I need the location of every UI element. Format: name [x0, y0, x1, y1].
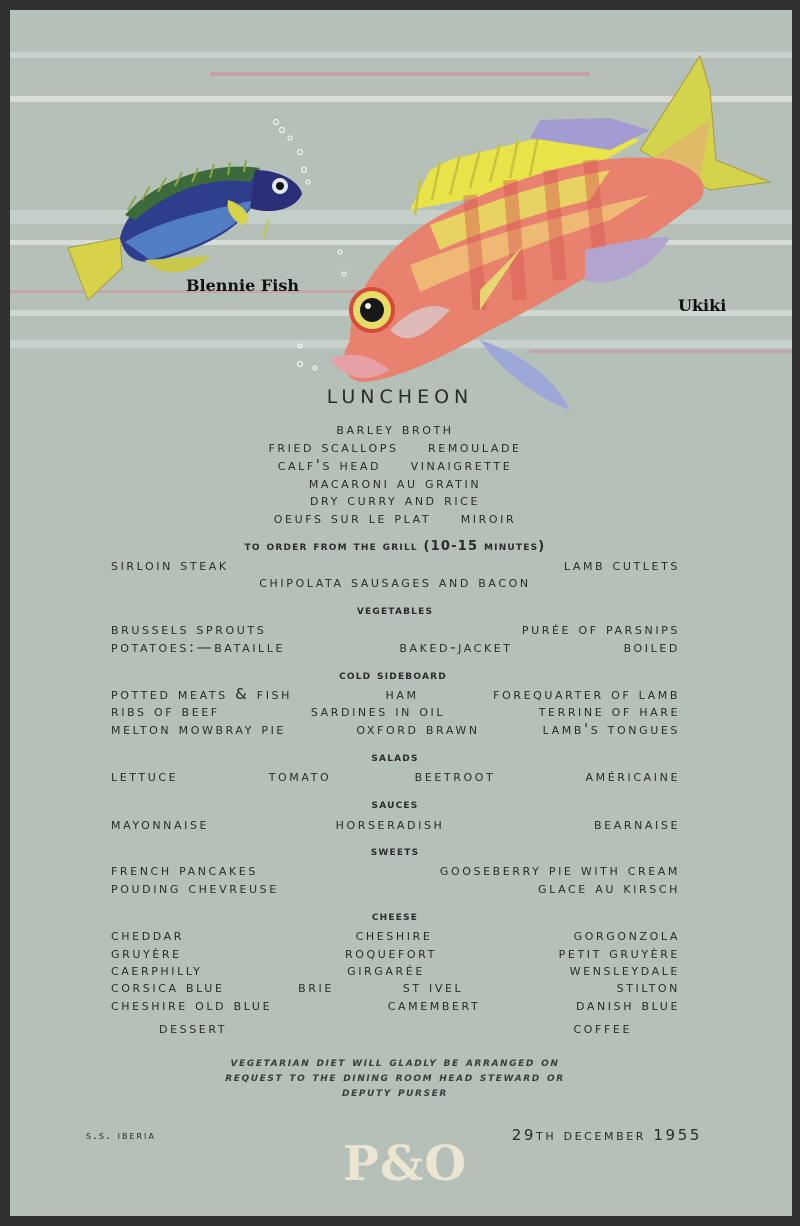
- menu-item: petit gruyère: [558, 944, 680, 962]
- course-item: fried scallops remoulade: [268, 438, 522, 456]
- menu-item: st ivel: [402, 978, 464, 996]
- menu-item: oxford brawn: [356, 720, 480, 738]
- menu-item: girgarée: [347, 961, 425, 979]
- vegetarian-note-line: vegetarian diet will gladly be arranged on: [230, 1055, 560, 1070]
- menu-item: caerphilly: [111, 961, 203, 979]
- menu-item: glace au kirsch: [537, 879, 680, 897]
- menu-item: danish blue: [575, 996, 680, 1014]
- menu-item: pouding chevreuse: [111, 879, 279, 897]
- section-heading-cheese: cheese: [371, 909, 419, 924]
- vegetarian-note-line: request to the dining room head steward or: [225, 1070, 565, 1085]
- menu-item: coffee: [573, 1019, 632, 1037]
- menu-item: horseradish: [335, 815, 445, 833]
- menu-item: camembert: [387, 996, 481, 1014]
- p-and-o-logo: P&O: [342, 1136, 468, 1192]
- menu-item: bearnaise: [594, 815, 680, 833]
- ship-name: s.s. iberia: [86, 1128, 156, 1142]
- menu-item: tomato: [268, 767, 332, 785]
- menu-item: melton mowbray pie: [111, 720, 286, 738]
- section-heading-vegetables: vegetables: [356, 603, 434, 618]
- menu-item: sirloin steak: [111, 556, 229, 574]
- section-heading-salads: salads: [371, 750, 419, 765]
- vegetarian-note-line: deputy purser: [342, 1085, 448, 1100]
- menu-title: LUNCHEON: [326, 386, 474, 408]
- menu-item: chipolata sausages and bacon: [259, 573, 531, 591]
- menu-item: purée of parsnips: [521, 620, 680, 638]
- menu-item: brussels sprouts: [111, 620, 267, 638]
- menu-item: mayonnaise: [111, 815, 210, 833]
- menu-date: 29th december 1955: [511, 1126, 702, 1144]
- menu-item: baked-jacket: [399, 638, 513, 656]
- menu-item: brie: [298, 978, 334, 996]
- menu-item: sardines in oil: [310, 702, 446, 720]
- menu-item: terrine of hare: [538, 702, 680, 720]
- menu-item: américaine: [585, 767, 680, 785]
- course-item: dry curry and rice: [309, 491, 481, 509]
- menu-item: dessert: [159, 1019, 228, 1037]
- menu-item: roquefort: [345, 944, 437, 962]
- course-item: barley broth: [336, 420, 454, 438]
- menu-item: cheshire: [355, 926, 433, 944]
- menu-item: stilton: [616, 978, 680, 996]
- section-heading-sauces: sauces: [371, 797, 419, 812]
- blennie-fish-label: Blennie Fish: [186, 276, 299, 295]
- menu-item: gruyère: [111, 944, 182, 962]
- menu-item: ribs of beef: [111, 702, 220, 720]
- menu-item: corsica blue: [111, 978, 225, 996]
- menu-item: potatoes:—bataille: [111, 638, 286, 656]
- menu-item: lamb's tongues: [542, 720, 680, 738]
- course-item: oeufs sur le plat miroir: [273, 509, 517, 527]
- menu-item: forequarter of lamb: [493, 685, 680, 703]
- bubbles: [274, 120, 347, 371]
- menu-item: gooseberry pie with cream: [439, 861, 680, 879]
- menu-item: cheshire old blue: [111, 996, 273, 1014]
- menu-item: cheddar: [111, 926, 185, 944]
- section-heading-sweets: sweets: [370, 844, 420, 859]
- menu-item: potted meats & fish: [111, 685, 292, 703]
- menu-item: lamb cutlets: [563, 556, 680, 574]
- menu-card: [10, 10, 792, 1216]
- menu-item: lettuce: [111, 767, 179, 785]
- course-item: macaroni au gratin: [308, 474, 482, 492]
- section-heading-grill: to order from the grill (10-15 minutes): [244, 539, 546, 554]
- menu-item: wensleydale: [569, 961, 680, 979]
- menu-item: beetroot: [414, 767, 496, 785]
- fish-illustration: [10, 10, 792, 410]
- section-heading-cold-sideboard: cold sideboard: [339, 668, 447, 683]
- menu-item: gorgonzola: [573, 926, 680, 944]
- ukiki-fish-drawing: [330, 56, 770, 410]
- ukiki-label: Ukiki: [678, 296, 727, 315]
- menu-item: french pancakes: [111, 861, 258, 879]
- course-item: calf's head vinaigrette: [277, 456, 513, 474]
- menu-item: boiled: [623, 638, 680, 656]
- menu-item: ham: [385, 685, 419, 703]
